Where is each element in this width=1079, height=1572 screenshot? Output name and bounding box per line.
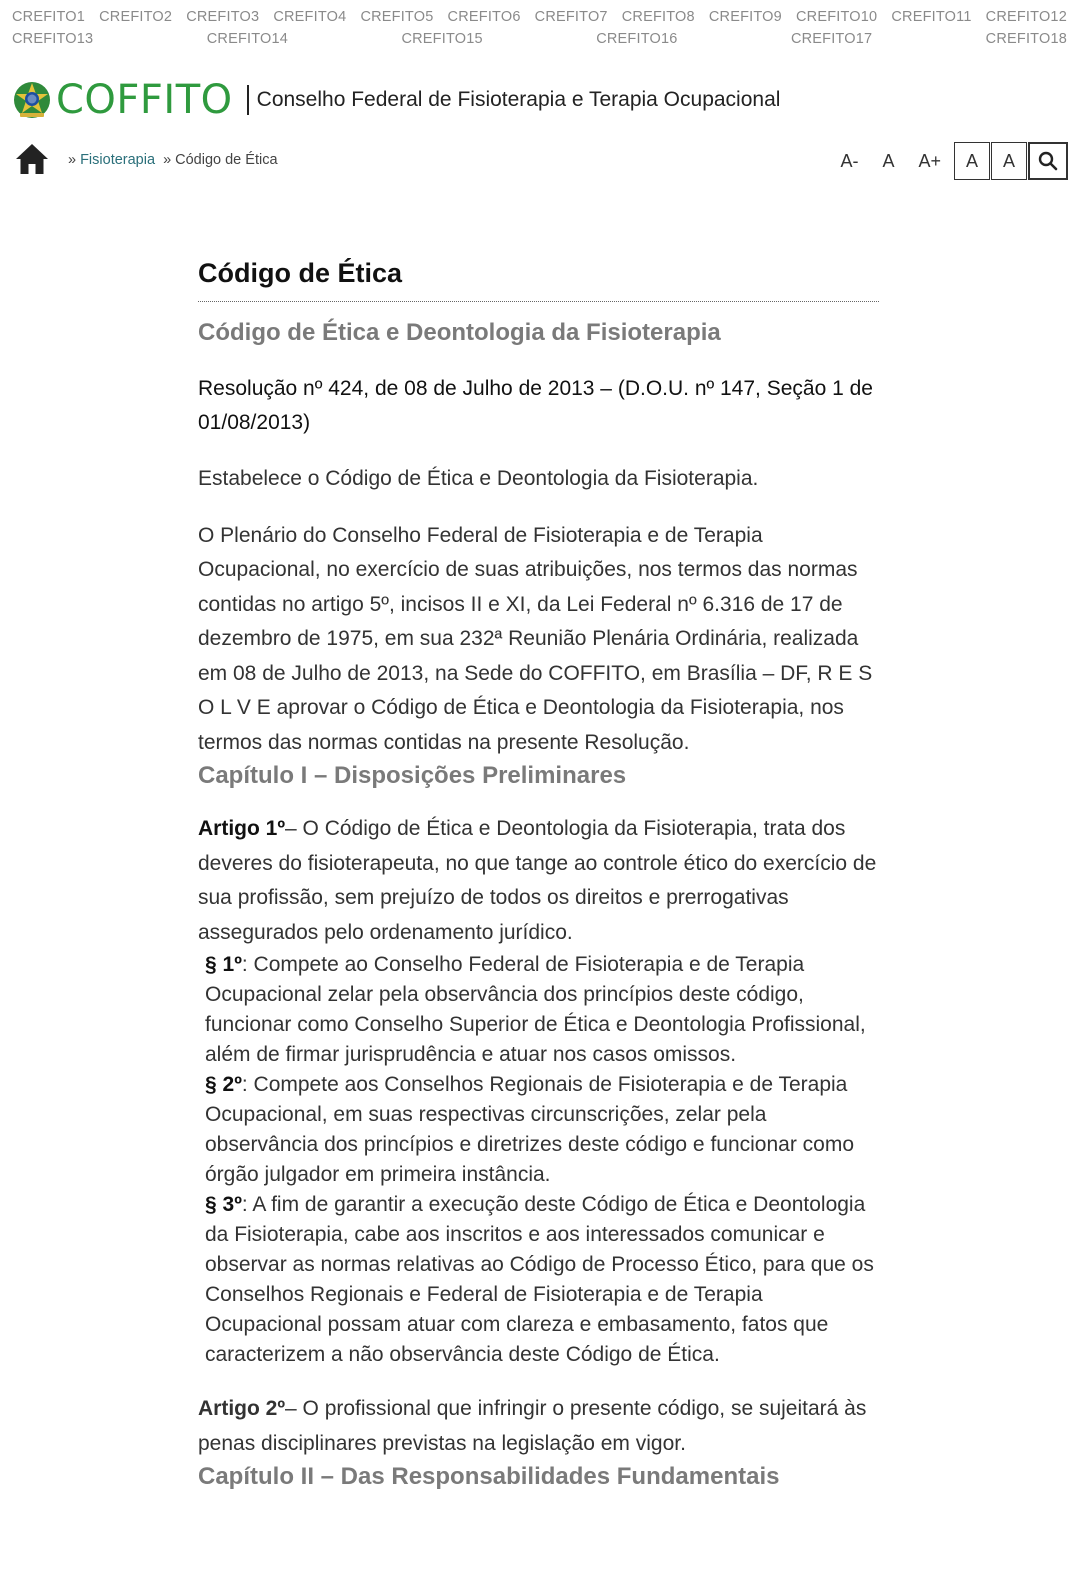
crefito-nav — [12, 9, 1067, 53]
crefito-link[interactable]: CREFITO13 — [12, 31, 94, 47]
font-decrease-button[interactable]: A- — [840, 150, 859, 171]
search-button[interactable] — [1028, 142, 1068, 180]
crefito-link[interactable]: CREFITO8 — [621, 9, 695, 25]
crefito-link[interactable]: CREFITO15 — [401, 31, 483, 47]
crefito-link[interactable]: CREFITO5 — [360, 9, 434, 25]
crefito-link[interactable]: CREFITO18 — [985, 31, 1067, 47]
paragraph-3-label: § 3º — [205, 1193, 242, 1216]
home-icon[interactable] — [14, 142, 50, 176]
paragraph-3-text: : A fim de garantir a execução deste Código de Ética e Deontologia da Fisioterapia, cabe aos inscritos e aos interessados comunicar e observar as normas relativas ao Código de Processo Ético, para que os Conselhos Regionais e Federal de Fisioterapia e de Terapia Ocupacional possam atuar com clareza e embasamento, fatos que caracterizem a não observância deste Código de Ética. — [205, 1193, 874, 1366]
article-1-label: Artigo 1º — [198, 817, 286, 840]
font-normal-button[interactable]: A — [882, 150, 895, 171]
crefito-link[interactable]: CREFITO4 — [273, 9, 347, 25]
search-icon — [1038, 151, 1058, 171]
font-increase-button[interactable]: A+ — [918, 150, 941, 171]
paragraph-2-label: § 2º — [205, 1073, 242, 1096]
chapter-1-heading: Capítulo I – Disposições Preliminares — [198, 762, 627, 789]
nav-row — [14, 142, 1068, 182]
crefito-link[interactable]: CREFITO3 — [186, 9, 260, 25]
crefito-link[interactable]: CREFITO9 — [708, 9, 782, 25]
crefito-link[interactable]: CREFITO17 — [790, 31, 873, 47]
article-1 — [198, 812, 879, 950]
breadcrumb-separator: » — [163, 152, 172, 168]
article-1-paragraphs — [198, 950, 879, 1370]
paragraph-3 — [205, 1190, 879, 1370]
crefito-link[interactable]: CREFITO16 — [596, 31, 678, 47]
resolution-heading: Resolução nº 424, de 08 de Julho de 2013 – (D.O.U. nº 147, Seção 1 de 01/08/2013) — [198, 377, 873, 434]
article-1-text: – O Código de Ética e Deontologia da Fisioterapia, trata dos deveres do fisioterapeuta, no que tange ao controle ético do exercício de sua profissão, sem prejuízo de todos os direitos e prerrogativas assegurados pelo ordenamento jurídico. — [198, 817, 877, 944]
article-2 — [198, 1392, 879, 1461]
accessibility-tools — [840, 142, 1068, 180]
page-title: Código de Ética — [198, 258, 879, 302]
contrast-button[interactable]: A — [954, 142, 990, 180]
article-content — [198, 258, 879, 1493]
article-2-label: Artigo 2º — [198, 1397, 286, 1420]
establishes-text: Estabelece o Código de Ética e Deontologia da Fisioterapia. — [198, 467, 759, 490]
site-subtitle: Conselho Federal de Fisioterapia e Terapia Ocupacional — [256, 88, 781, 111]
article-2-text: – O profissional que infringir o presente código, se sujeitará às penas disciplinares previstas na legislação em vigor. — [198, 1397, 867, 1455]
crefito-link[interactable]: CREFITO14 — [206, 31, 289, 47]
logo-text: COFFITO — [56, 77, 233, 123]
contrast-alt-button[interactable]: A — [991, 142, 1027, 180]
coat-of-arms-icon — [12, 80, 52, 120]
crefito-link[interactable]: CREFITO7 — [534, 9, 608, 25]
plenario-text: O Plenário do Conselho Federal de Fisioterapia e de Terapia Ocupacional, no exercício de suas atribuições, nos termos das normas contidas no artigo 5º, incisos II e XI, da Lei Federal nº 6.316 de 17 de dezembro de 1975, em sua 232ª Reunião Plenária Ordinária, realizada em 08 de Julho de 2013, na Sede do COFFITO, em Brasília – DF, R E S O L V E aprovar o Código de Ética e Deontologia da Fisioterapia, nos termos das normas contidas na presente Resolução. — [198, 523, 873, 754]
site-header[interactable] — [12, 78, 780, 122]
crefito-link[interactable]: CREFITO10 — [795, 9, 878, 25]
chapter-2-heading: Capítulo II – Das Responsabilidades Fundamentais — [198, 1463, 780, 1490]
breadcrumb-separator: » — [68, 152, 77, 168]
crefito-link[interactable]: CREFITO6 — [447, 9, 521, 25]
crefito-link[interactable]: CREFITO2 — [99, 9, 173, 25]
crefito-row-1 — [12, 9, 1067, 31]
paragraph-1-text: : Compete ao Conselho Federal de Fisioterapia e de Terapia Ocupacional zelar pela observância dos princípios deste código, funcionar como Conselho Superior de Ética e Deontologia Profissional, além de firmar jurisprudência e atuar nos casos omissos. — [205, 953, 866, 1066]
article-subtitle: Código de Ética e Deontologia da Fisioterapia — [198, 319, 721, 346]
breadcrumb — [64, 152, 278, 168]
paragraph-2-text: : Compete aos Conselhos Regionais de Fisioterapia e de Terapia Ocupacional, em suas respectivas circunscrições, zelar pela observância dos princípios e diretrizes deste código e funcionar como órgão julgador em primeira instância. — [205, 1073, 855, 1186]
logo-divider — [247, 85, 249, 115]
breadcrumb-link-fisioterapia[interactable]: Fisioterapia — [80, 152, 156, 168]
paragraph-1 — [205, 950, 879, 1070]
breadcrumb-current: Código de Ética — [175, 152, 278, 168]
crefito-link[interactable]: CREFITO12 — [985, 9, 1067, 25]
crefito-link[interactable]: CREFITO1 — [12, 9, 86, 25]
paragraph-1-label: § 1º — [205, 953, 242, 976]
crefito-row-2 — [12, 31, 1067, 53]
paragraph-2 — [205, 1070, 879, 1190]
crefito-link[interactable]: CREFITO11 — [891, 9, 972, 25]
